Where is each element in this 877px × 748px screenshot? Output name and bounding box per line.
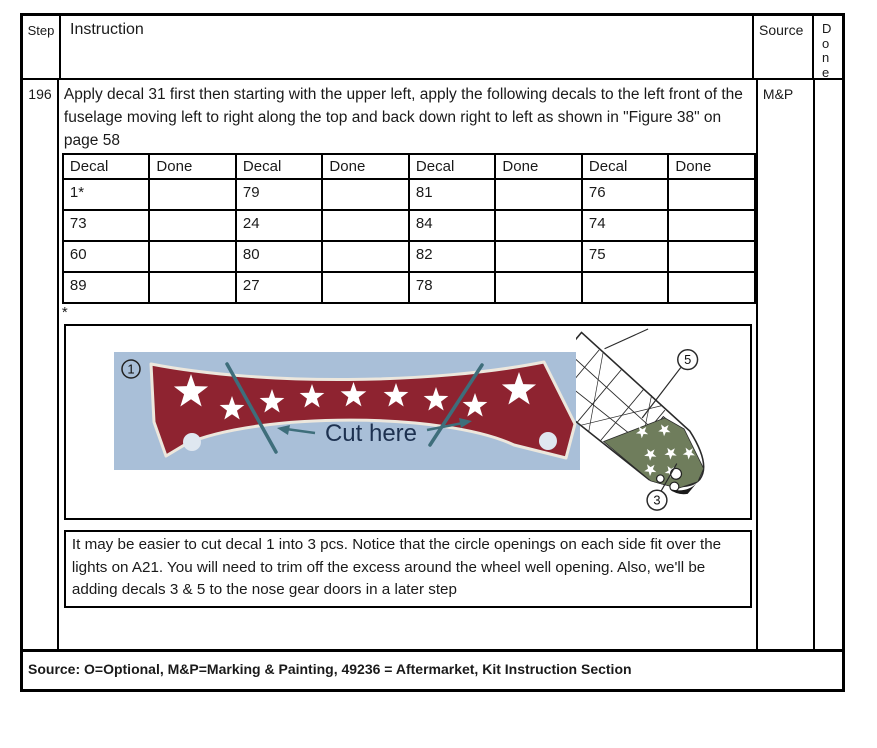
instruction-table (20, 13, 845, 692)
done-cell (495, 179, 582, 210)
done-cell (495, 210, 582, 241)
done-cell (322, 241, 409, 272)
done-cell (495, 241, 582, 272)
done-cell (149, 210, 236, 241)
decal-col-header: Decal (582, 154, 669, 179)
col-header-done (814, 16, 842, 78)
step-number: 196 (23, 80, 59, 649)
step-196-row (23, 80, 842, 652)
source-value: M&P (758, 80, 815, 649)
done-cell (322, 210, 409, 241)
decal-col-header: Decal (236, 154, 323, 179)
decal-cell: 76 (582, 179, 669, 210)
done-cell (668, 210, 755, 241)
decal-cell: 1* (63, 179, 150, 210)
decal-cell: 81 (409, 179, 496, 210)
fuselage-outline (576, 332, 723, 507)
decal-cell: 74 (582, 210, 669, 241)
decal-cell: 89 (63, 272, 150, 303)
done-cell (149, 179, 236, 210)
done-col-header: Done (495, 154, 582, 179)
instruction-text: Apply decal 31 first then starting with the upper left, apply the following decals to the left front of the fuselage moving left to right along the top and back down right to left as shown in "Figure 38" on page 58 (63, 86, 743, 149)
decal-cell: 79 (236, 179, 323, 210)
decal-row (63, 179, 755, 210)
decal-col-header: Decal (63, 154, 150, 179)
done-cell (495, 272, 582, 303)
done-cell (668, 241, 755, 272)
figure-note-text: It may be easier to cut decal 1 into 3 pcs. Notice that the circle openings on each side fit over the lights on A21. You will need to trim off the excess around the wheel well opening. Also, we'll be adding decals 3 & 5 to the nose gear doors in a later step (64, 530, 752, 608)
done-cell (149, 272, 236, 303)
decal-row (63, 241, 755, 272)
antenna-line (604, 329, 648, 349)
done-col-header: Done (322, 154, 409, 179)
decal-cell: 27 (236, 272, 323, 303)
svg-text:3: 3 (653, 492, 661, 508)
decal-cell: 84 (409, 210, 496, 241)
done-col-header: Done (668, 154, 755, 179)
decal-row (63, 272, 755, 303)
fuselage-nose-diagram (576, 327, 736, 517)
col-header-instruction: Instruction (61, 16, 754, 78)
decal-cell: 60 (63, 241, 150, 272)
footnote-marker: * (61, 304, 68, 321)
figure-38 (64, 324, 752, 520)
decal-table-header (63, 154, 755, 179)
decal-cell: 78 (409, 272, 496, 303)
done-cell (668, 179, 755, 210)
callout-5 (642, 350, 697, 418)
source-legend: Source: O=Optional, M&P=Marking & Painting, 49236 = Aftermarket, Kit Instruction Section (28, 661, 632, 677)
decal-cell: 75 (582, 241, 669, 272)
decal-cell: 24 (236, 210, 323, 241)
table-header-row (23, 16, 842, 80)
decal-cell: 73 (63, 210, 150, 241)
cut-here-label: Cut here (324, 420, 417, 447)
done-cell (668, 272, 755, 303)
svg-text:5: 5 (684, 352, 692, 368)
done-letter: n (822, 50, 830, 65)
done-letter: D (822, 21, 832, 36)
done-letter: o (822, 35, 830, 51)
banner-hole-left (183, 433, 201, 451)
decal-cell: 82 (409, 241, 496, 272)
decal-cell (582, 272, 669, 303)
col-header-step: Step (23, 16, 61, 78)
done-col-header: Done (149, 154, 236, 179)
decal-1-photo-image (114, 352, 580, 470)
done-cell (322, 272, 409, 303)
instruction-cell (59, 80, 758, 649)
svg-text:1: 1 (127, 361, 135, 377)
decal-cell: 80 (236, 241, 323, 272)
done-letter: e (822, 64, 830, 80)
decal-col-header: Decal (409, 154, 496, 179)
col-header-source: Source (754, 16, 814, 78)
banner-hole-right (539, 432, 557, 450)
decal-checklist-table (62, 153, 756, 304)
decal-row (63, 210, 755, 241)
done-value-cell (815, 80, 842, 649)
done-cell (149, 241, 236, 272)
done-cell (322, 179, 409, 210)
